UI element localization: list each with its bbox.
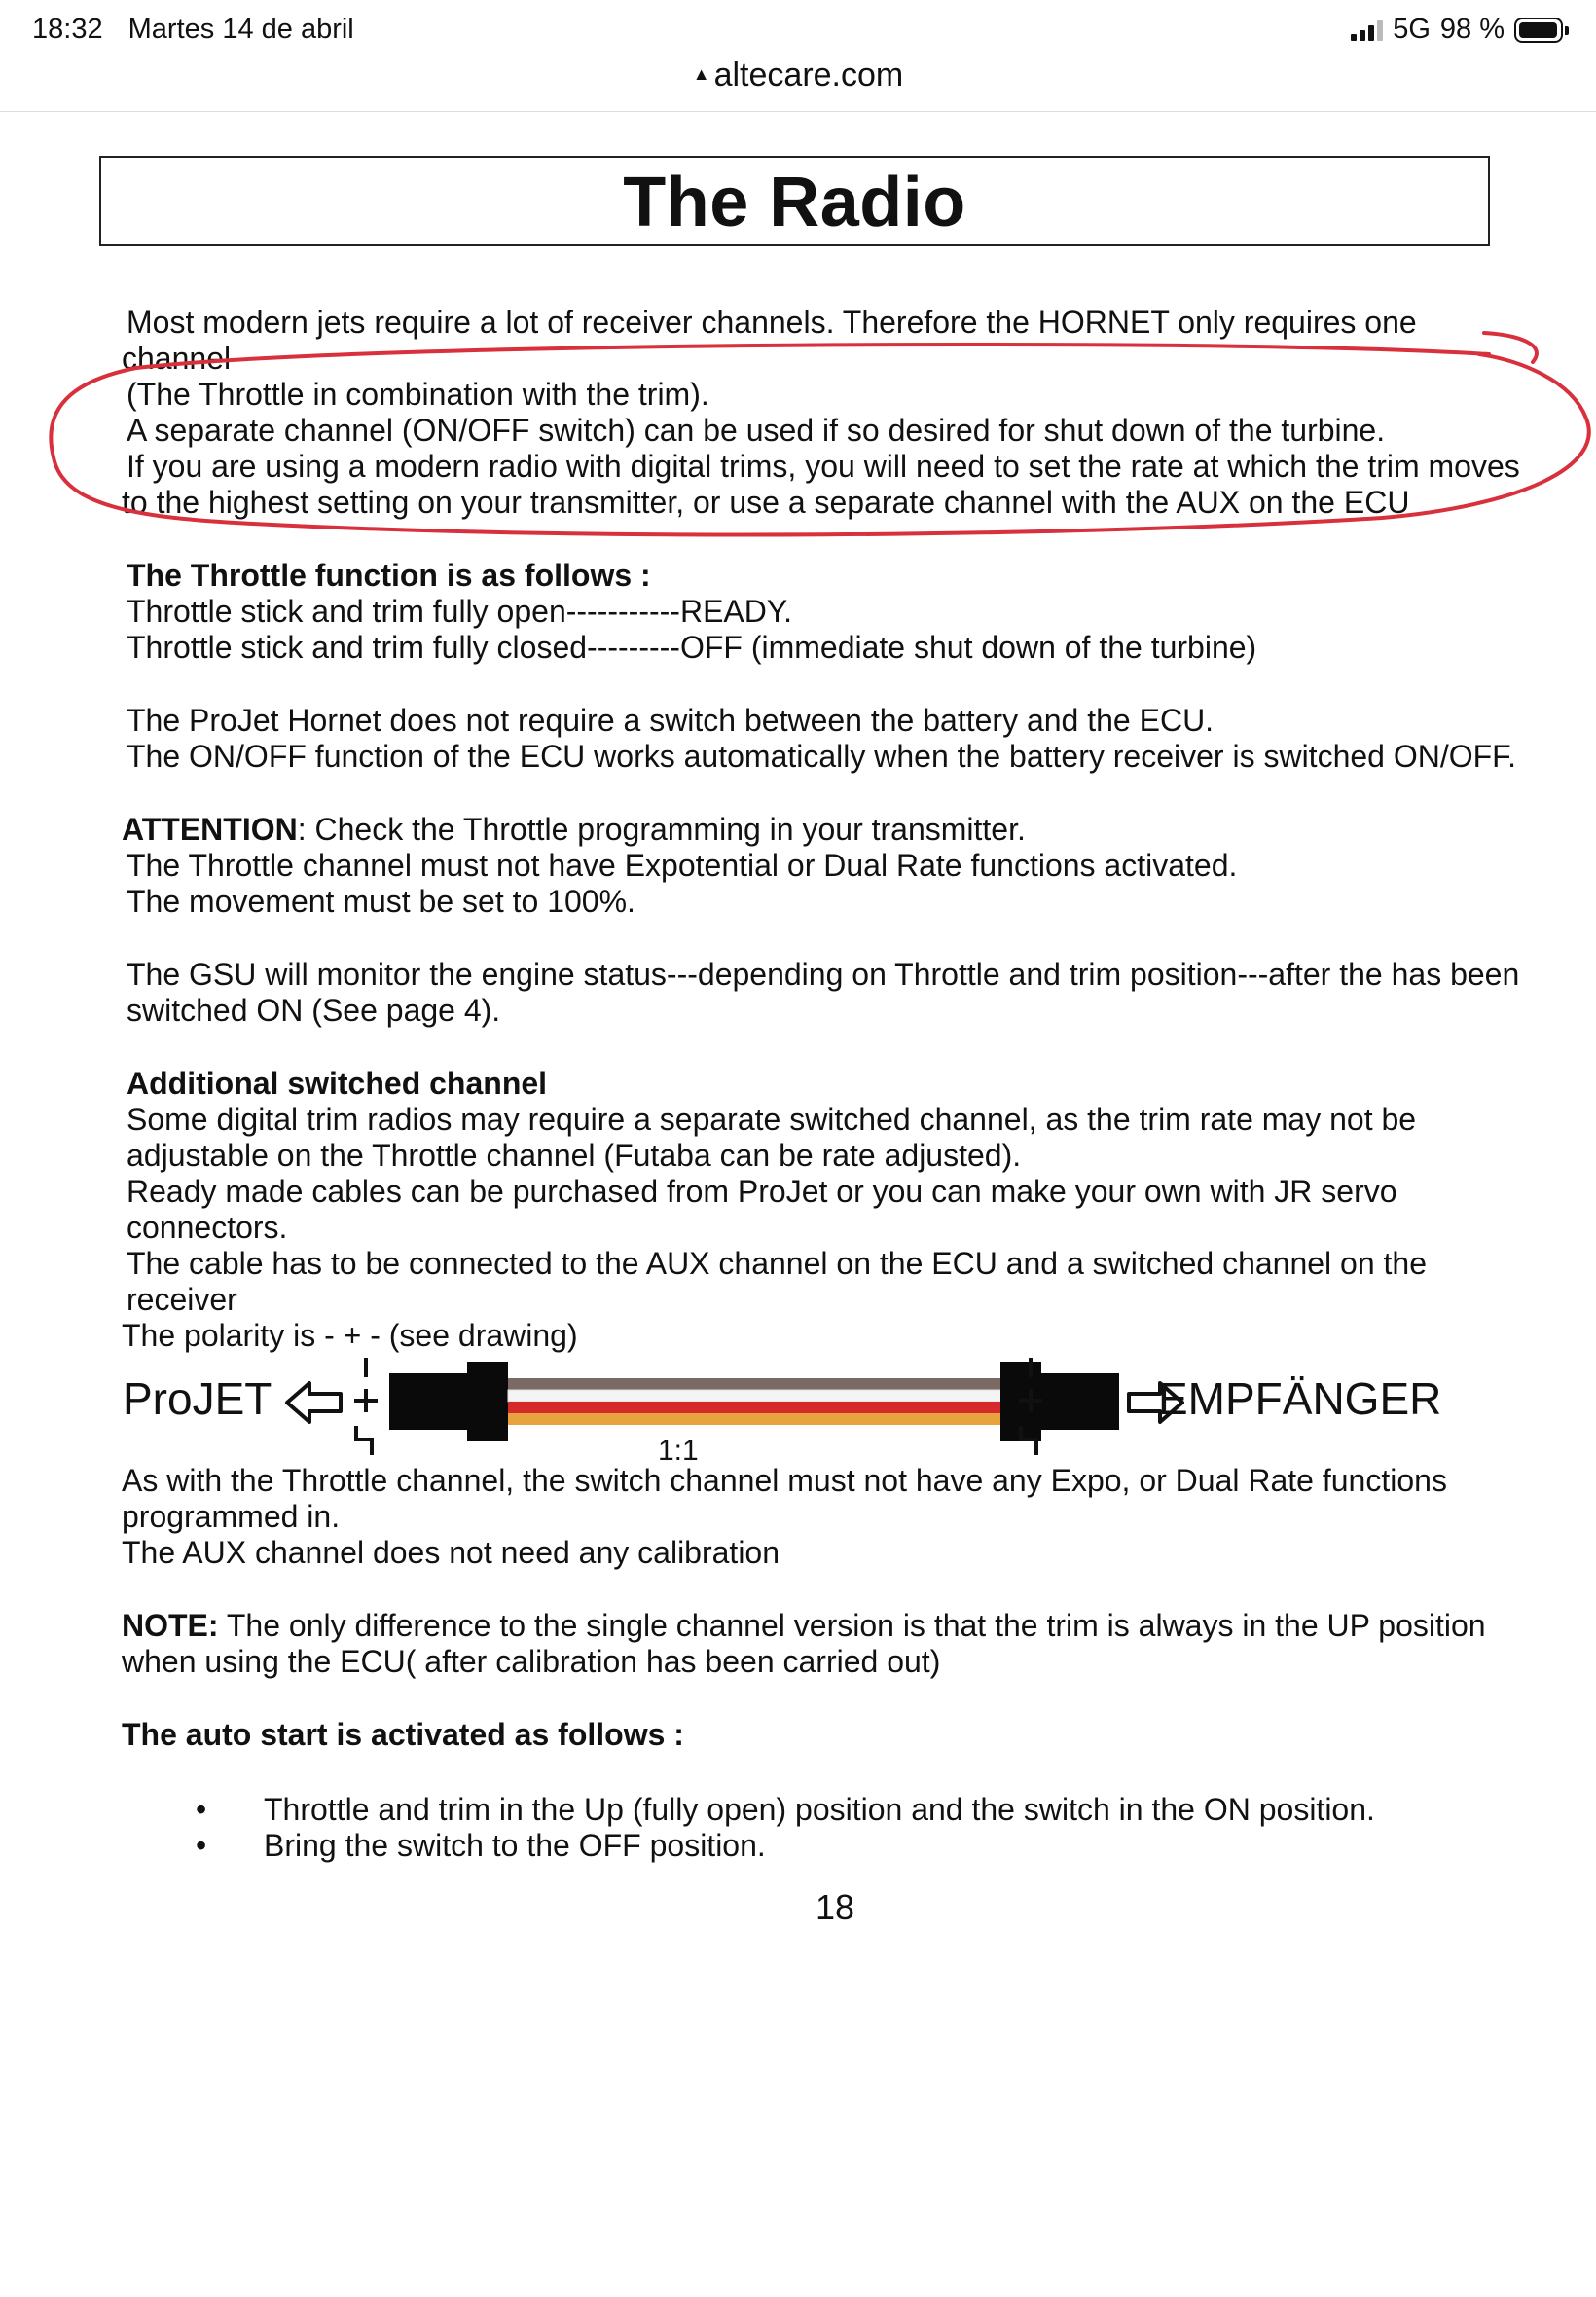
hornet-line-2: The ON/OFF function of the ECU works automatically when the battery receiver is switched ON/OFF. [127, 739, 1517, 774]
additional-line-3: Ready made cables can be purchased from ProJet or you can make your own with JR servo [127, 1174, 1397, 1209]
intro-line-1: Most modern jets require a lot of receiver channels. Therefore the HORNET only requires one [127, 305, 1417, 340]
throttle-line-2: Throttle stick and trim fully closed---------OFF (immediate shut down of the turbine) [127, 630, 1257, 665]
url-text: altecare.com [713, 56, 904, 93]
status-bar [0, 0, 1596, 58]
switch-line-1: As with the Throttle channel, the switch channel must not have any Expo, or Dual Rate functions [122, 1463, 1447, 1498]
additional-line-6: receiver [127, 1282, 237, 1317]
switch-line-2: programmed in. [122, 1499, 341, 1534]
address-bar[interactable] [0, 56, 1596, 111]
battery-icon [1514, 18, 1563, 43]
diagram-ratio: 1:1 [658, 1435, 699, 1465]
hornet-line-1: The ProJet Hornet does not require a switch between the battery and the ECU. [127, 703, 1215, 738]
switch-line-3: The AUX channel does not need any calibration [122, 1535, 780, 1570]
gsu-line-1: The GSU will monitor the engine status---depending on Throttle and trim position---after the has been [127, 957, 1520, 992]
lock-icon: ▲ [692, 63, 710, 84]
left-connector-collar [467, 1362, 508, 1441]
additional-line-2: adjustable on the Throttle channel (Futaba can be rate adjusted). [127, 1138, 1022, 1173]
network-label: 5G [1393, 14, 1431, 45]
page-number: 18 [816, 1887, 855, 1927]
status-right [1351, 14, 1563, 46]
bullet-text: Bring the switch to the OFF position. [264, 1828, 766, 1863]
intro-line-6: to the highest setting on your transmitter, or use a separate channel with the AUX on the ECU [122, 485, 1410, 520]
gsu-line-2: switched ON (See page 4). [127, 993, 501, 1028]
note-line-2: when using the ECU( after calibration has been carried out) [122, 1644, 941, 1679]
toolbar-divider [0, 111, 1596, 112]
page-title: The Radio [623, 164, 966, 241]
bullet-text: Throttle and trim in the Up (fully open) position and the switch in the ON position. [264, 1792, 1375, 1827]
intro-line-3: (The Throttle in combination with the trim). [127, 377, 709, 412]
note-label: NOTE: [122, 1608, 219, 1643]
diagram-left-label: ProJET [123, 1373, 272, 1424]
battery-percent: 98 % [1439, 14, 1505, 45]
list-item: • Throttle and trim in the Up (fully open) position and the switch in the ON position. [196, 1792, 1375, 1827]
attention-label: ATTENTION [122, 812, 298, 847]
note-line-1 [122, 1608, 1486, 1644]
throttle-heading: The Throttle function is as follows : [127, 558, 651, 593]
note-text: The only difference to the single channel version is that the trim is always in the UP position [218, 1608, 1486, 1643]
cable-diagram [117, 1348, 1479, 1465]
attention-line-3: The movement must be set to 100%. [127, 884, 635, 919]
signal-icon [1351, 19, 1383, 41]
intro-line-4: A separate channel (ON/OFF switch) can be used if so desired for shut down of the turbine. [127, 413, 1386, 448]
attention-line-1 [122, 812, 1026, 848]
diagram-right-label: EMPFÄNGER [1158, 1373, 1442, 1424]
status-time: 18:32 [32, 14, 103, 45]
attention-line-2: The Throttle channel must not have Expotential or Dual Rate functions activated. [127, 848, 1238, 883]
additional-line-4: connectors. [127, 1210, 288, 1245]
intro-line-5: If you are using a modern radio with digital trims, you will need to set the rate at which the trim moves [127, 449, 1520, 484]
additional-line-1: Some digital trim radios may require a separate switched channel, as the trim rate may not be [127, 1102, 1417, 1137]
intro-line-2: channel [122, 341, 232, 376]
ribbon-cable [508, 1378, 1002, 1425]
title-box [99, 156, 1490, 246]
additional-heading: Additional switched channel [127, 1066, 548, 1101]
additional-line-5: The cable has to be connected to the AUX channel on the ECU and a switched channel on the [127, 1246, 1428, 1281]
polarity-left [354, 1358, 378, 1455]
list-item: • Bring the switch to the OFF position. [196, 1828, 766, 1863]
throttle-line-1: Throttle stick and trim fully open-----------READY. [127, 594, 792, 629]
status-left [32, 14, 372, 46]
additional-line-7: The polarity is - + - (see drawing) [122, 1318, 578, 1353]
arrow-left-icon [287, 1383, 341, 1422]
autostart-heading: The auto start is activated as follows : [122, 1717, 684, 1752]
attention-text: : Check the Throttle programming in your transmitter. [297, 812, 1026, 847]
status-date: Martes 14 de abril [127, 14, 354, 45]
